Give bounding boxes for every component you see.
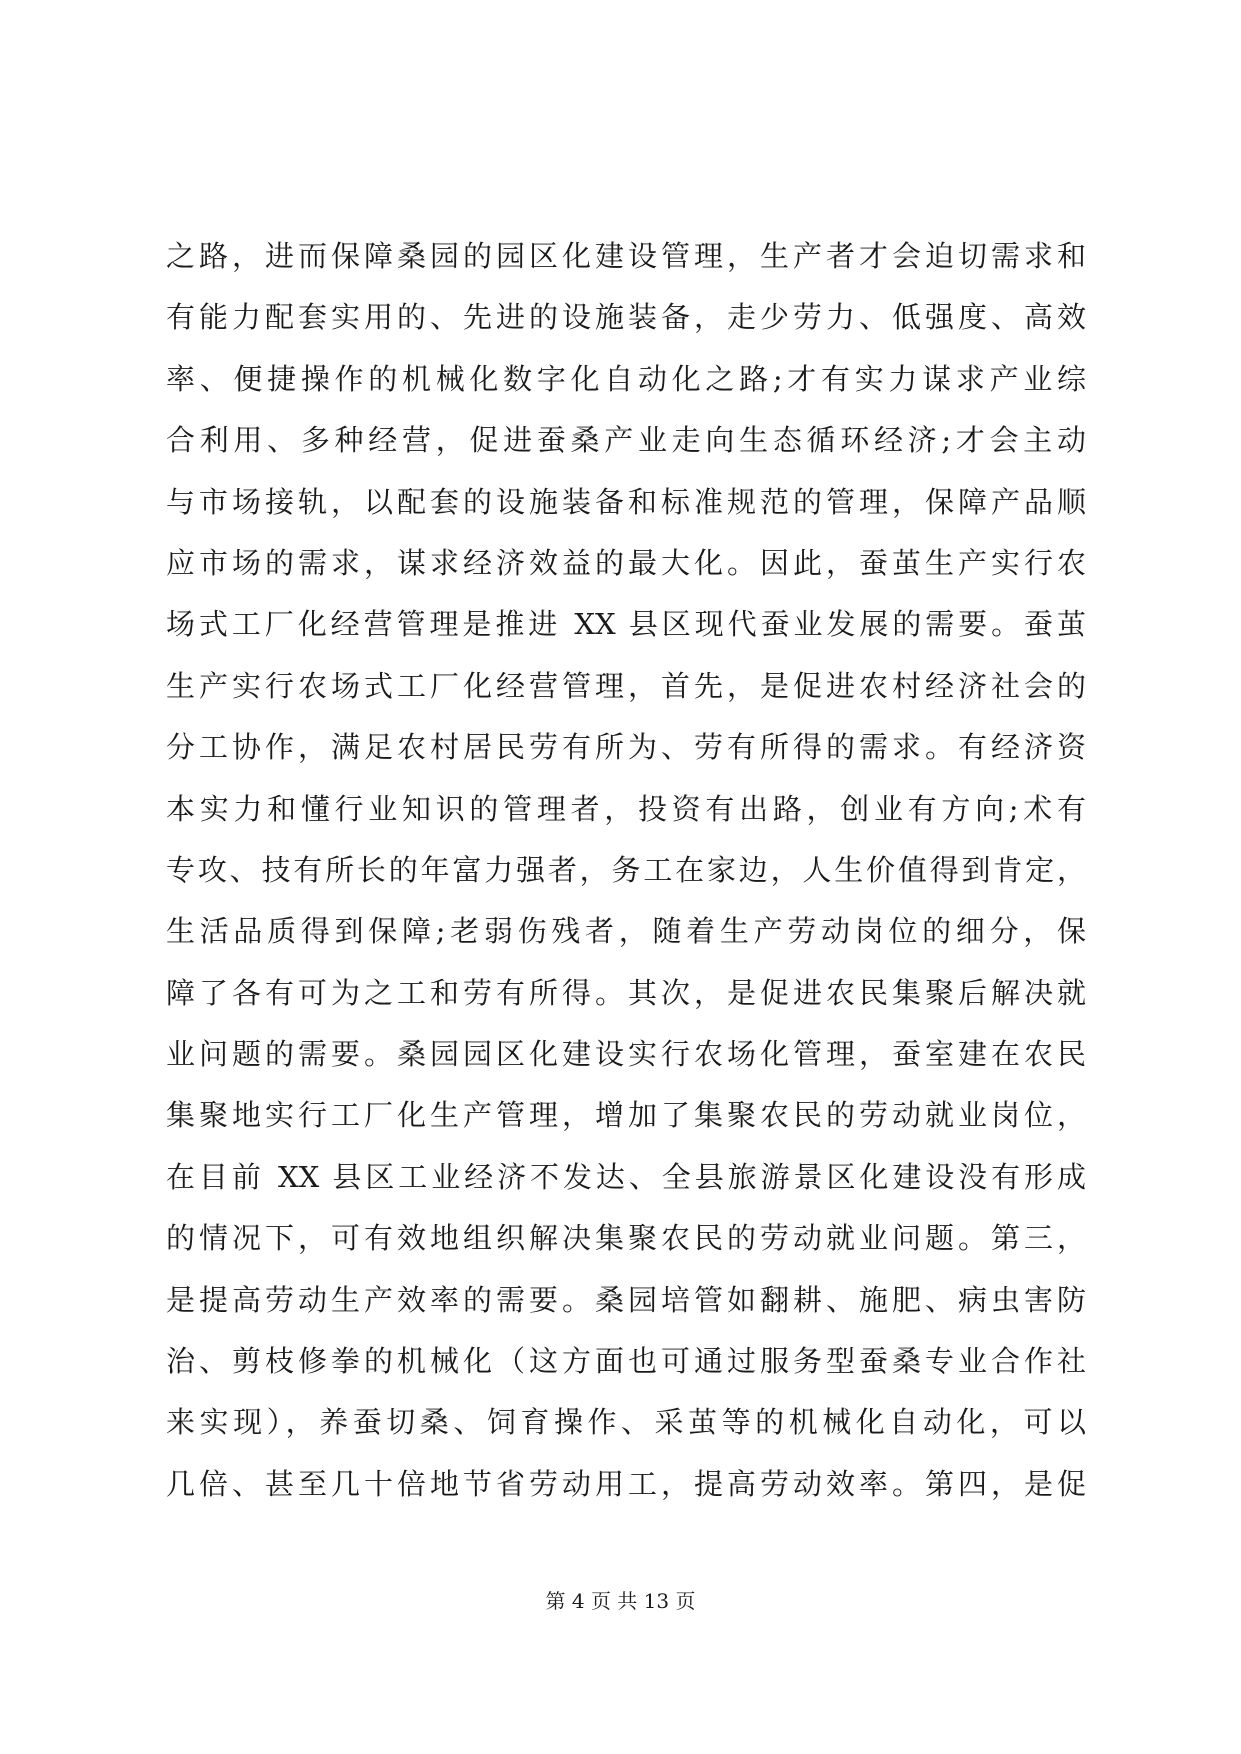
text-line: 集聚地实行工厂化生产管理，增加了集聚农民的劳动就业岗位， [166,1098,1086,1133]
text-line: 在目前 XX 县区工业经济不发达、全县旅游景区化建设没有形成 [166,1159,1086,1194]
text-line: 与市场接轨，以配套的设施装备和标准规范的管理，保障产品顺 [166,484,1086,519]
text-line: 专攻、技有所长的年富力强者，务工在家边，人生价值得到肯定， [166,852,1086,887]
page-number-footer: 第 4 页 共 13 页 [545,1589,696,1613]
text-line: 之路，进而保障桑园的园区化建设管理，生产者才会迫切需求和 [166,239,1086,273]
text-line: 合利用、多种经营，促进蚕桑产业走向生态循环经济;才会主动 [166,423,1086,458]
text-line: 本实力和懂行业知识的管理者，投资有出路，创业有方向;术有 [166,791,1086,826]
text-line: 场式工厂化经营管理是推进 XX 县区现代蚕业发展的需要。蚕茧 [166,607,1086,642]
text-line: 治、剪枝修拳的机械化（这方面也可通过服务型蚕桑专业合作社 [166,1344,1086,1379]
text-line: 几倍、甚至几十倍地节省劳动用工，提高劳动效率。第四，是促 [166,1466,1086,1501]
text-line: 有能力配套实用的、先进的设施装备，走少劳力、低强度、高效 [166,300,1086,335]
text-line: 生活品质得到保障;老弱伤残者，随着生产劳动岗位的细分，保 [166,914,1086,949]
text-line: 业问题的需要。桑园园区化建设实行农场化管理，蚕室建在农民 [166,1037,1086,1072]
text-line: 的情况下，可有效地组织解决集聚农民的劳动就业问题。第三， [166,1221,1086,1256]
text-line: 应市场的需求，谋求经济效益的最大化。因此，蚕茧生产实行农 [166,545,1086,580]
text-line: 分工协作，满足农村居民劳有所为、劳有所得的需求。有经济资 [166,730,1086,765]
text-line: 障了各有可为之工和劳有所得。其次，是促进农民集聚后解决就 [166,975,1086,1010]
text-line: 率、便捷操作的机械化数字化自动化之路;才有实力谋求产业综 [166,361,1086,396]
body-text [166,226,1086,1515]
text-line: 来实现），养蚕切桑、饲育操作、采茧等的机械化自动化，可以 [166,1405,1086,1440]
text-line: 是提高劳动生产效率的需要。桑园培管如翻耕、施肥、病虫害防 [166,1282,1086,1317]
text-line: 生产实行农场式工厂化经营管理，首先，是促进农村经济社会的 [166,668,1086,703]
